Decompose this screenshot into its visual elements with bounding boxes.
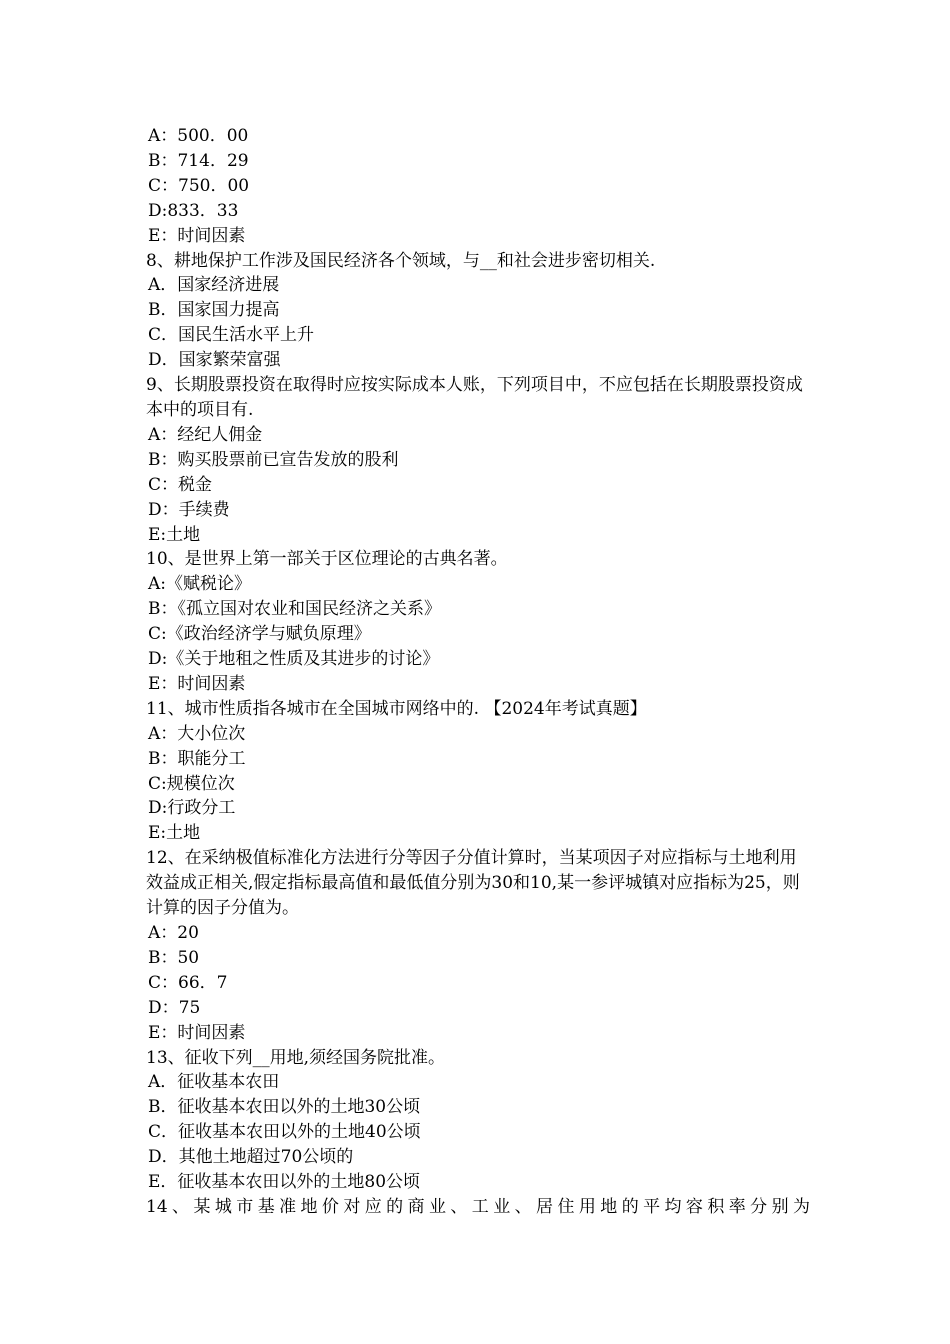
answer-option: D．其他土地超过70公顷的	[148, 1147, 354, 1168]
answer-option: C：税金	[148, 474, 213, 495]
answer-option: C．征收基本农田以外的土地40公顷	[148, 1122, 421, 1143]
answer-option: A．国家经济进展	[148, 275, 280, 296]
answer-option: E：时间因素	[148, 673, 246, 694]
question-text: 13、征收下列__用地,须经国务院批准。	[146, 1047, 446, 1068]
question-text: 8、耕地保护工作涉及国民经济各个领域，与__和社会进步密切相关.	[146, 250, 656, 271]
question-text: 9、长期股票投资在取得时应按实际成本人账，下列项目中，不应包括在长期股票投资成本中的项目有.	[146, 375, 803, 420]
exam-text-body	[146, 124, 810, 1220]
answer-option: B．国家国力提高	[148, 300, 280, 321]
answer-option: B：购买股票前已宣告发放的股利	[148, 449, 399, 470]
answer-option: A：经纪人佣金	[148, 424, 263, 445]
answer-option: D:《关于地租之性质及其进步的讨论》	[148, 649, 440, 670]
answer-option: C:规模位次	[148, 773, 235, 794]
question-text: 14、某城市基准地价对应的商业、工业、居住用地的平均容积率分别为	[146, 1196, 810, 1217]
answer-option: B：50	[148, 947, 200, 968]
answer-option: E：时间因素	[148, 225, 246, 246]
answer-option: E：时间因素	[148, 1022, 246, 1043]
question-text: 12、在采纳极值标准化方法进行分等因子分值计算时，当某项因子对应指标与土地利用效益成正相关,假定指标最高值和最低值分别为30和10,某一参评城镇对应指标为25，则计算的因子分值为。	[146, 848, 800, 919]
question-text: 11、城市性质指各城市在全国城市网络中的. 【2024年考试真题】	[146, 698, 647, 719]
answer-option: E:土地	[148, 823, 201, 844]
answer-option: C．国民生活水平上升	[148, 325, 315, 346]
answer-option: A:《赋税论》	[148, 574, 252, 595]
answer-option: D:833．33	[148, 200, 239, 221]
answer-option: A：20	[148, 923, 199, 943]
answer-option: D：手续费	[148, 499, 230, 520]
answer-option: B：职能分工	[148, 748, 246, 769]
answer-option: B：714．29	[148, 150, 249, 171]
answer-option: D．国家繁荣富强	[148, 350, 281, 371]
answer-option: A：500．00	[148, 126, 249, 146]
question-text: 10、是世界上第一部关于区位理论的古典名著。	[146, 549, 508, 570]
answer-option: B：《孤立国对农业和国民经济之关系》	[148, 599, 441, 620]
answer-option: C:《政治经济学与赋负原理》	[148, 624, 371, 645]
answer-option: B．征收基本农田以外的土地30公顷	[148, 1097, 421, 1118]
answer-option: A：大小位次	[148, 723, 246, 744]
answer-option: D：75	[148, 997, 201, 1018]
answer-option: E:土地	[148, 524, 201, 545]
answer-option: A．征收基本农田	[148, 1072, 280, 1093]
answer-option: D:行政分工	[148, 798, 236, 819]
answer-option: E．征收基本农田以外的土地80公顷	[148, 1172, 421, 1193]
answer-option: C：66．7	[148, 972, 228, 993]
answer-option: C：750．00	[148, 175, 250, 196]
